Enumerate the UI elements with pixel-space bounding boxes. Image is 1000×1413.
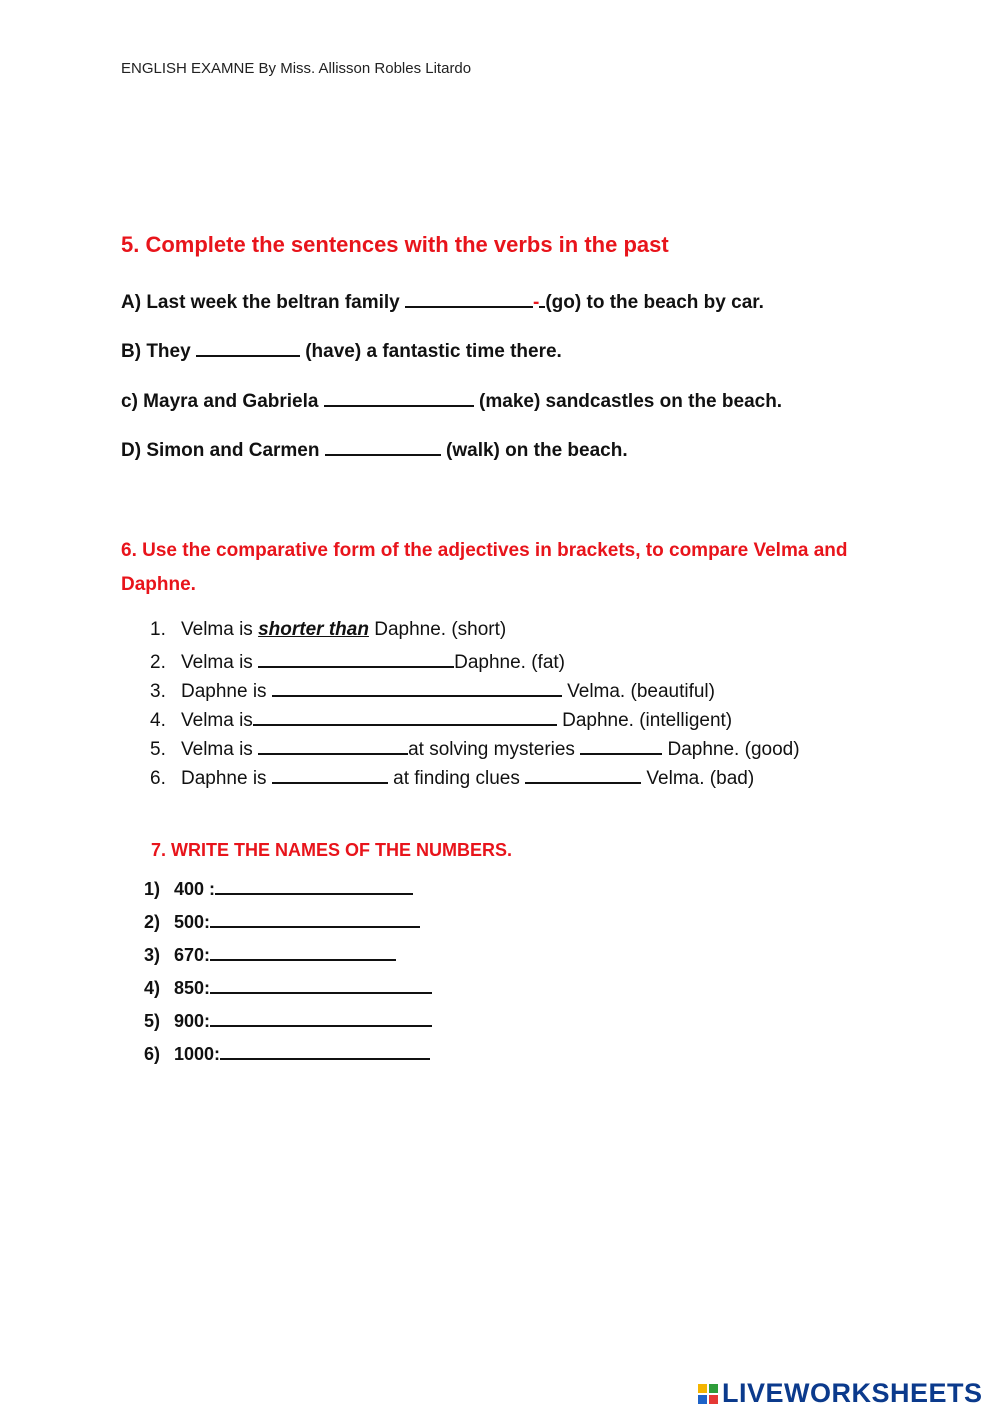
- number-item-5: 5) 900:: [144, 1007, 432, 1032]
- section7-title: 7. WRITE THE NAMES OF THE NUMBERS.: [151, 840, 513, 860]
- example-answer: shorter than: [258, 619, 369, 640]
- comparative-item-1: 1. Velma is shorter than Daphne. (short): [150, 619, 507, 640]
- comparative-item-4: 4. Velma is Daphne. (intelligent): [150, 706, 732, 732]
- section5-title: 5. Complete the sentences with the verbs in the past: [121, 232, 669, 257]
- logo-icon: [698, 1384, 718, 1404]
- number-item-4: 4) 850:: [144, 974, 432, 999]
- comparative-item-3: 3. Daphne is Velma. (beautiful): [150, 677, 715, 703]
- comparative-item-6: 6. Daphne is at finding clues Velma. (bad): [150, 764, 754, 790]
- answer-blank-6-6a[interactable]: [272, 764, 388, 784]
- number-item-3: 3) 670:: [144, 941, 396, 966]
- number-blank-2[interactable]: [210, 908, 420, 928]
- comparative-item-5: 5. Velma is at solving mysteries Daphne. (good): [150, 735, 800, 761]
- liveworksheets-logo: [698, 1378, 983, 1409]
- answer-blank-6-4[interactable]: [253, 706, 557, 726]
- number-item-2: 2) 500:: [144, 908, 420, 933]
- number-blank-5[interactable]: [210, 1007, 432, 1027]
- answer-blank-a[interactable]: [405, 288, 533, 308]
- number-blank-1[interactable]: [215, 875, 413, 895]
- sentence-b: B) They (have) a fantastic time there.: [121, 337, 562, 363]
- number-blank-3[interactable]: [210, 941, 396, 961]
- number-blank-6[interactable]: [220, 1040, 430, 1060]
- section6-title: 6. Use the comparative form of the adjectives in brackets, to compare Velma and Daphne.: [121, 540, 848, 595]
- sentence-d: D) Simon and Carmen (walk) on the beach.: [121, 436, 628, 462]
- answer-blank-6-6b[interactable]: [525, 764, 641, 784]
- logo-text: LIVEWORKSHEETS: [722, 1378, 983, 1408]
- answer-blank-6-2[interactable]: [258, 648, 454, 668]
- sentence-c: c) Mayra and Gabriela (make) sandcastles on the beach.: [121, 387, 782, 413]
- number-item-1: 1) 400 :: [144, 875, 413, 900]
- page-header: ENGLISH EXAMNE By Miss. Allisson Robles Litardo: [121, 60, 472, 77]
- comparative-item-2: 2. Velma is Daphne. (fat): [150, 648, 565, 674]
- number-item-6: 6) 1000:: [144, 1040, 430, 1065]
- answer-blank-b[interactable]: [196, 337, 300, 357]
- number-blank-4[interactable]: [210, 974, 432, 994]
- answer-blank-c[interactable]: [324, 387, 474, 407]
- answer-blank-6-5a[interactable]: [258, 735, 408, 755]
- sentence-a: A) Last week the beltran family - (go) to the beach by car.: [121, 288, 764, 314]
- answer-blank-6-3[interactable]: [272, 677, 562, 697]
- answer-blank-6-5b[interactable]: [580, 735, 662, 755]
- answer-blank-d[interactable]: [325, 436, 441, 456]
